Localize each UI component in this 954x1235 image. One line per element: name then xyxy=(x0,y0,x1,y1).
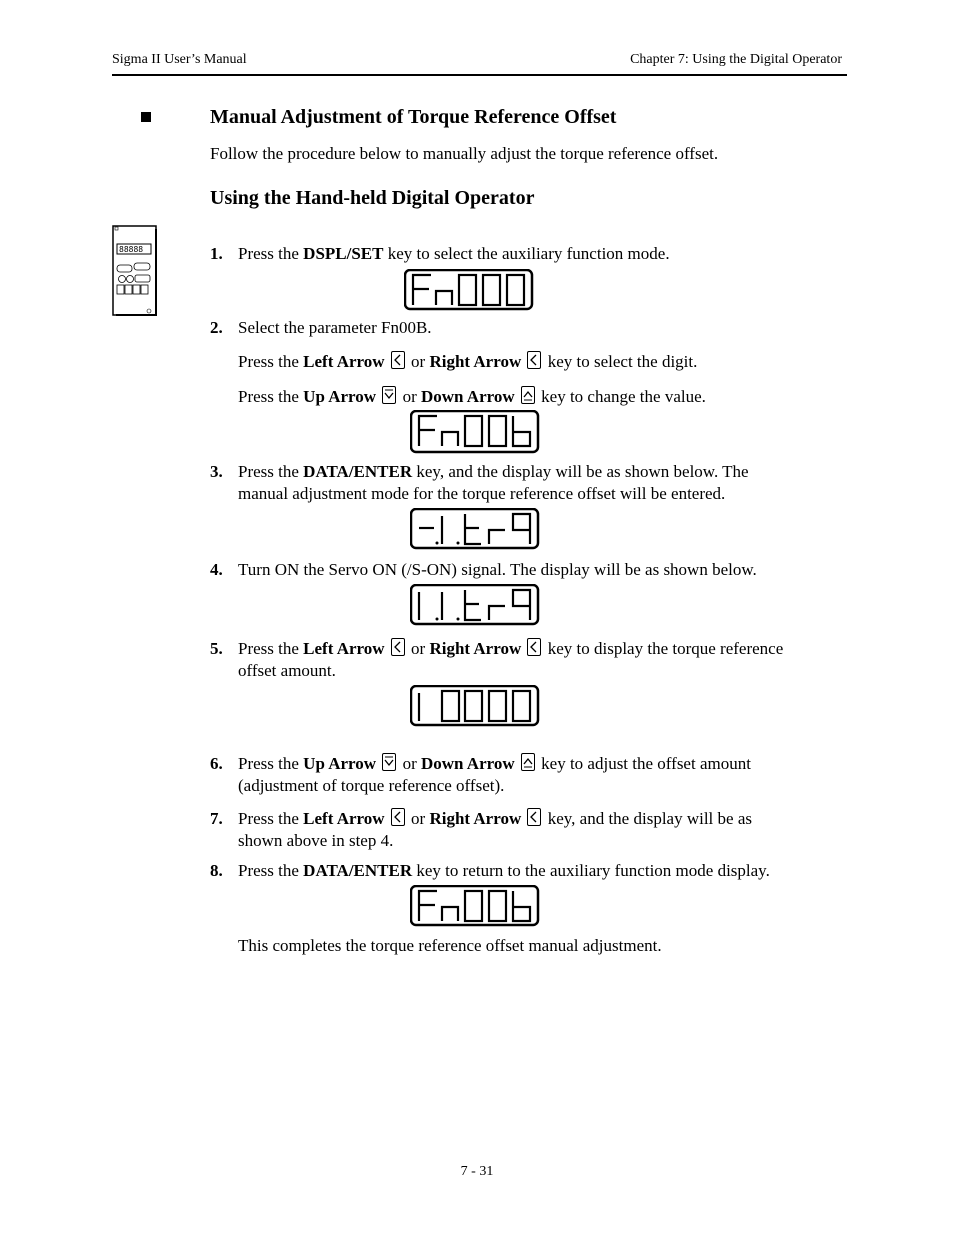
step-6-line-1: Press the Up Arrow or Down Arrow key to adjust the offset amount xyxy=(238,754,751,773)
display-fn00b xyxy=(410,410,540,454)
step-6-line-2: (adjustment of torque reference offset). xyxy=(238,776,505,795)
step-6-number: 6. xyxy=(210,754,223,773)
page-number: 7 - 31 xyxy=(460,1164,494,1179)
step-3-line-1: Press the DATA/ENTER key, and the display will be as shown below. The xyxy=(238,462,749,481)
step-4-line-1: Turn ON the Servo ON (/S-ON) signal. The display will be as shown below. xyxy=(238,560,757,579)
down-arrow-key-icon xyxy=(521,386,535,404)
step-1-text: Press the DSPL/SET key to select the auxiliary function mode. xyxy=(238,244,670,263)
step-2-line-1: Select the parameter Fn00B. xyxy=(238,318,432,337)
header-rule xyxy=(112,74,847,76)
right-arrow-key-icon xyxy=(527,638,541,656)
step-1-number: 1. xyxy=(210,244,223,263)
section-bullet-icon xyxy=(141,112,151,122)
left-arrow-key-icon xyxy=(391,808,405,826)
display-minus-trq xyxy=(410,508,540,550)
down-arrow-key-icon xyxy=(521,753,535,771)
display-blank-trq xyxy=(410,584,540,626)
step-5-number: 5. xyxy=(210,639,223,658)
right-arrow-key-icon xyxy=(527,808,541,826)
step-2-line-2: Press the Left Arrow or Right Arrow key to select the digit. xyxy=(238,352,698,371)
step-4-number: 4. xyxy=(210,560,223,579)
hand-held-digital-operator-icon xyxy=(112,225,158,317)
svg-text:88888: 88888 xyxy=(119,245,144,254)
left-arrow-key-icon xyxy=(391,351,405,369)
up-arrow-key-icon xyxy=(382,386,396,404)
step-2-number: 2. xyxy=(210,318,223,337)
running-header-right: Chapter 7: Using the Digital Operator xyxy=(630,52,842,67)
step-8-number: 8. xyxy=(210,861,223,880)
right-arrow-key-icon xyxy=(527,351,541,369)
step-5-line-1: Press the Left Arrow or Right Arrow key to display the torque reference xyxy=(238,639,784,658)
subsection-title: Using the Hand-held Digital Operator xyxy=(210,187,535,209)
step-7-line-2: shown above in step 4. xyxy=(238,831,394,850)
step-7-number: 7. xyxy=(210,809,223,828)
section-intro: Follow the procedure below to manually adjust the torque reference offset. xyxy=(210,144,719,163)
display-fn000 xyxy=(404,269,534,311)
step-5-line-2: offset amount. xyxy=(238,661,336,680)
closing-text: This completes the torque reference offset manual adjustment. xyxy=(238,936,662,955)
step-2-line-3: Press the Up Arrow or Down Arrow key to change the value. xyxy=(238,387,706,406)
section-title: Manual Adjustment of Torque Reference Offset xyxy=(210,106,617,128)
display-0000 xyxy=(410,685,540,727)
left-arrow-key-icon xyxy=(391,638,405,656)
step-7-line-1: Press the Left Arrow or Right Arrow key, and the display will be as xyxy=(238,809,752,828)
step-3-line-2: manual adjustment mode for the torque reference offset will be entered. xyxy=(238,484,726,503)
display-fn00b-final xyxy=(410,885,540,927)
step-3-number: 3. xyxy=(210,462,223,481)
step-8-line-1: Press the DATA/ENTER key to return to the auxiliary function mode display. xyxy=(238,861,770,880)
running-header-left: Sigma II User’s Manual xyxy=(112,52,247,67)
up-arrow-key-icon xyxy=(382,753,396,771)
